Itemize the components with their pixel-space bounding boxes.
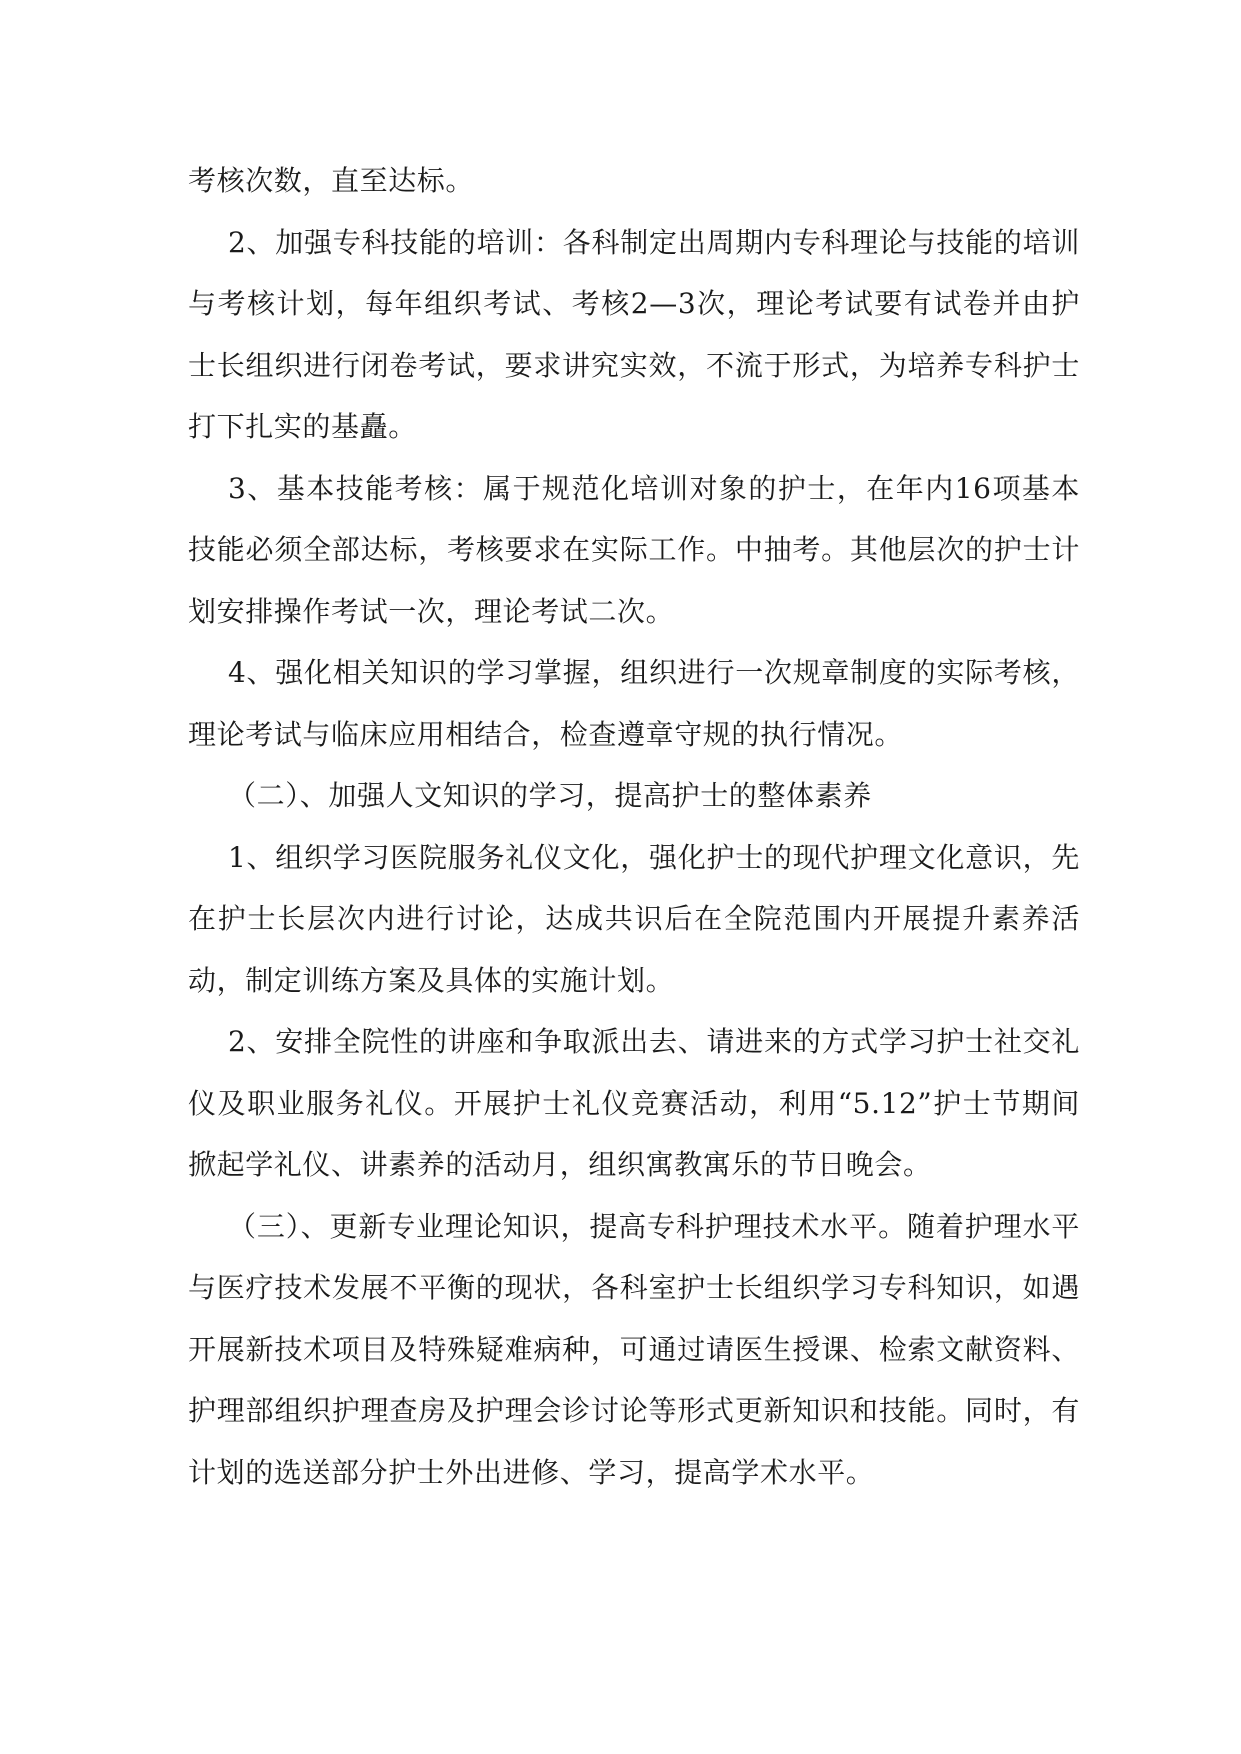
section-heading-humanities: （二）、加强人文知识的学习，提高护士的整体素养 <box>228 779 872 812</box>
paragraph-service-etiquette: 1、组织学习医院服务礼仪文化，强化护士的现代护理文化意识，先在护士长层次内进行讨论，达成共识后在全院范围内开展提升素养活动，制定训练方案及具体的实施计划。 <box>188 840 1080 997</box>
paragraph-specialty-skill-training: 2、加强专科技能的培训：各科制定出周期内专科理论与技能的培训与考核计划，每年组织考试、考核2—3次，理论考试要有试卷并由护士长组织进行闭卷考试，要求讲究实效，不流于形式，为培养专科护士打下扎实的基矗。 <box>188 225 1080 443</box>
section-update-professional-knowledge: （三）、更新专业理论知识，提高专科护理技术水平。随着护理水平与医疗技术发展不平衡的现状，各科室护士长组织学习专科知识，如遇开展新技术项目及特殊疑难病种，可通过请医生授课、检索文献资料、护理部组织护理查房及护理会诊讨论等形式更新知识和技能。同时，有计划的选送部分护士外出进修、学习，提高学术水平。 <box>188 1209 1080 1489</box>
paragraph-continuation: 考核次数，直至达标。 <box>188 164 475 197</box>
paragraph-lectures-etiquette: 2、安排全院性的讲座和争取派出去、请进来的方式学习护士社交礼仪及职业服务礼仪。开展护士礼仪竞赛活动，利用“5.12”护士节期间掀起学礼仪、讲素养的活动月，组织寓教寓乐的节日晚会。 <box>188 1025 1080 1181</box>
document-body <box>188 150 1080 1503</box>
paragraph-basic-skill-assessment: 3、基本技能考核：属于规范化培训对象的护士，在年内16项基本技能必须全部达标，考核要求在实际工作。中抽考。其他层次的护士计划安排操作考试一次，理论考试二次。 <box>188 471 1080 628</box>
paragraph-related-knowledge: 4、强化相关知识的学习掌握，组织进行一次规章制度的实际考核，理论考试与临床应用相结合，检查遵章守规的执行情况。 <box>188 656 1080 751</box>
